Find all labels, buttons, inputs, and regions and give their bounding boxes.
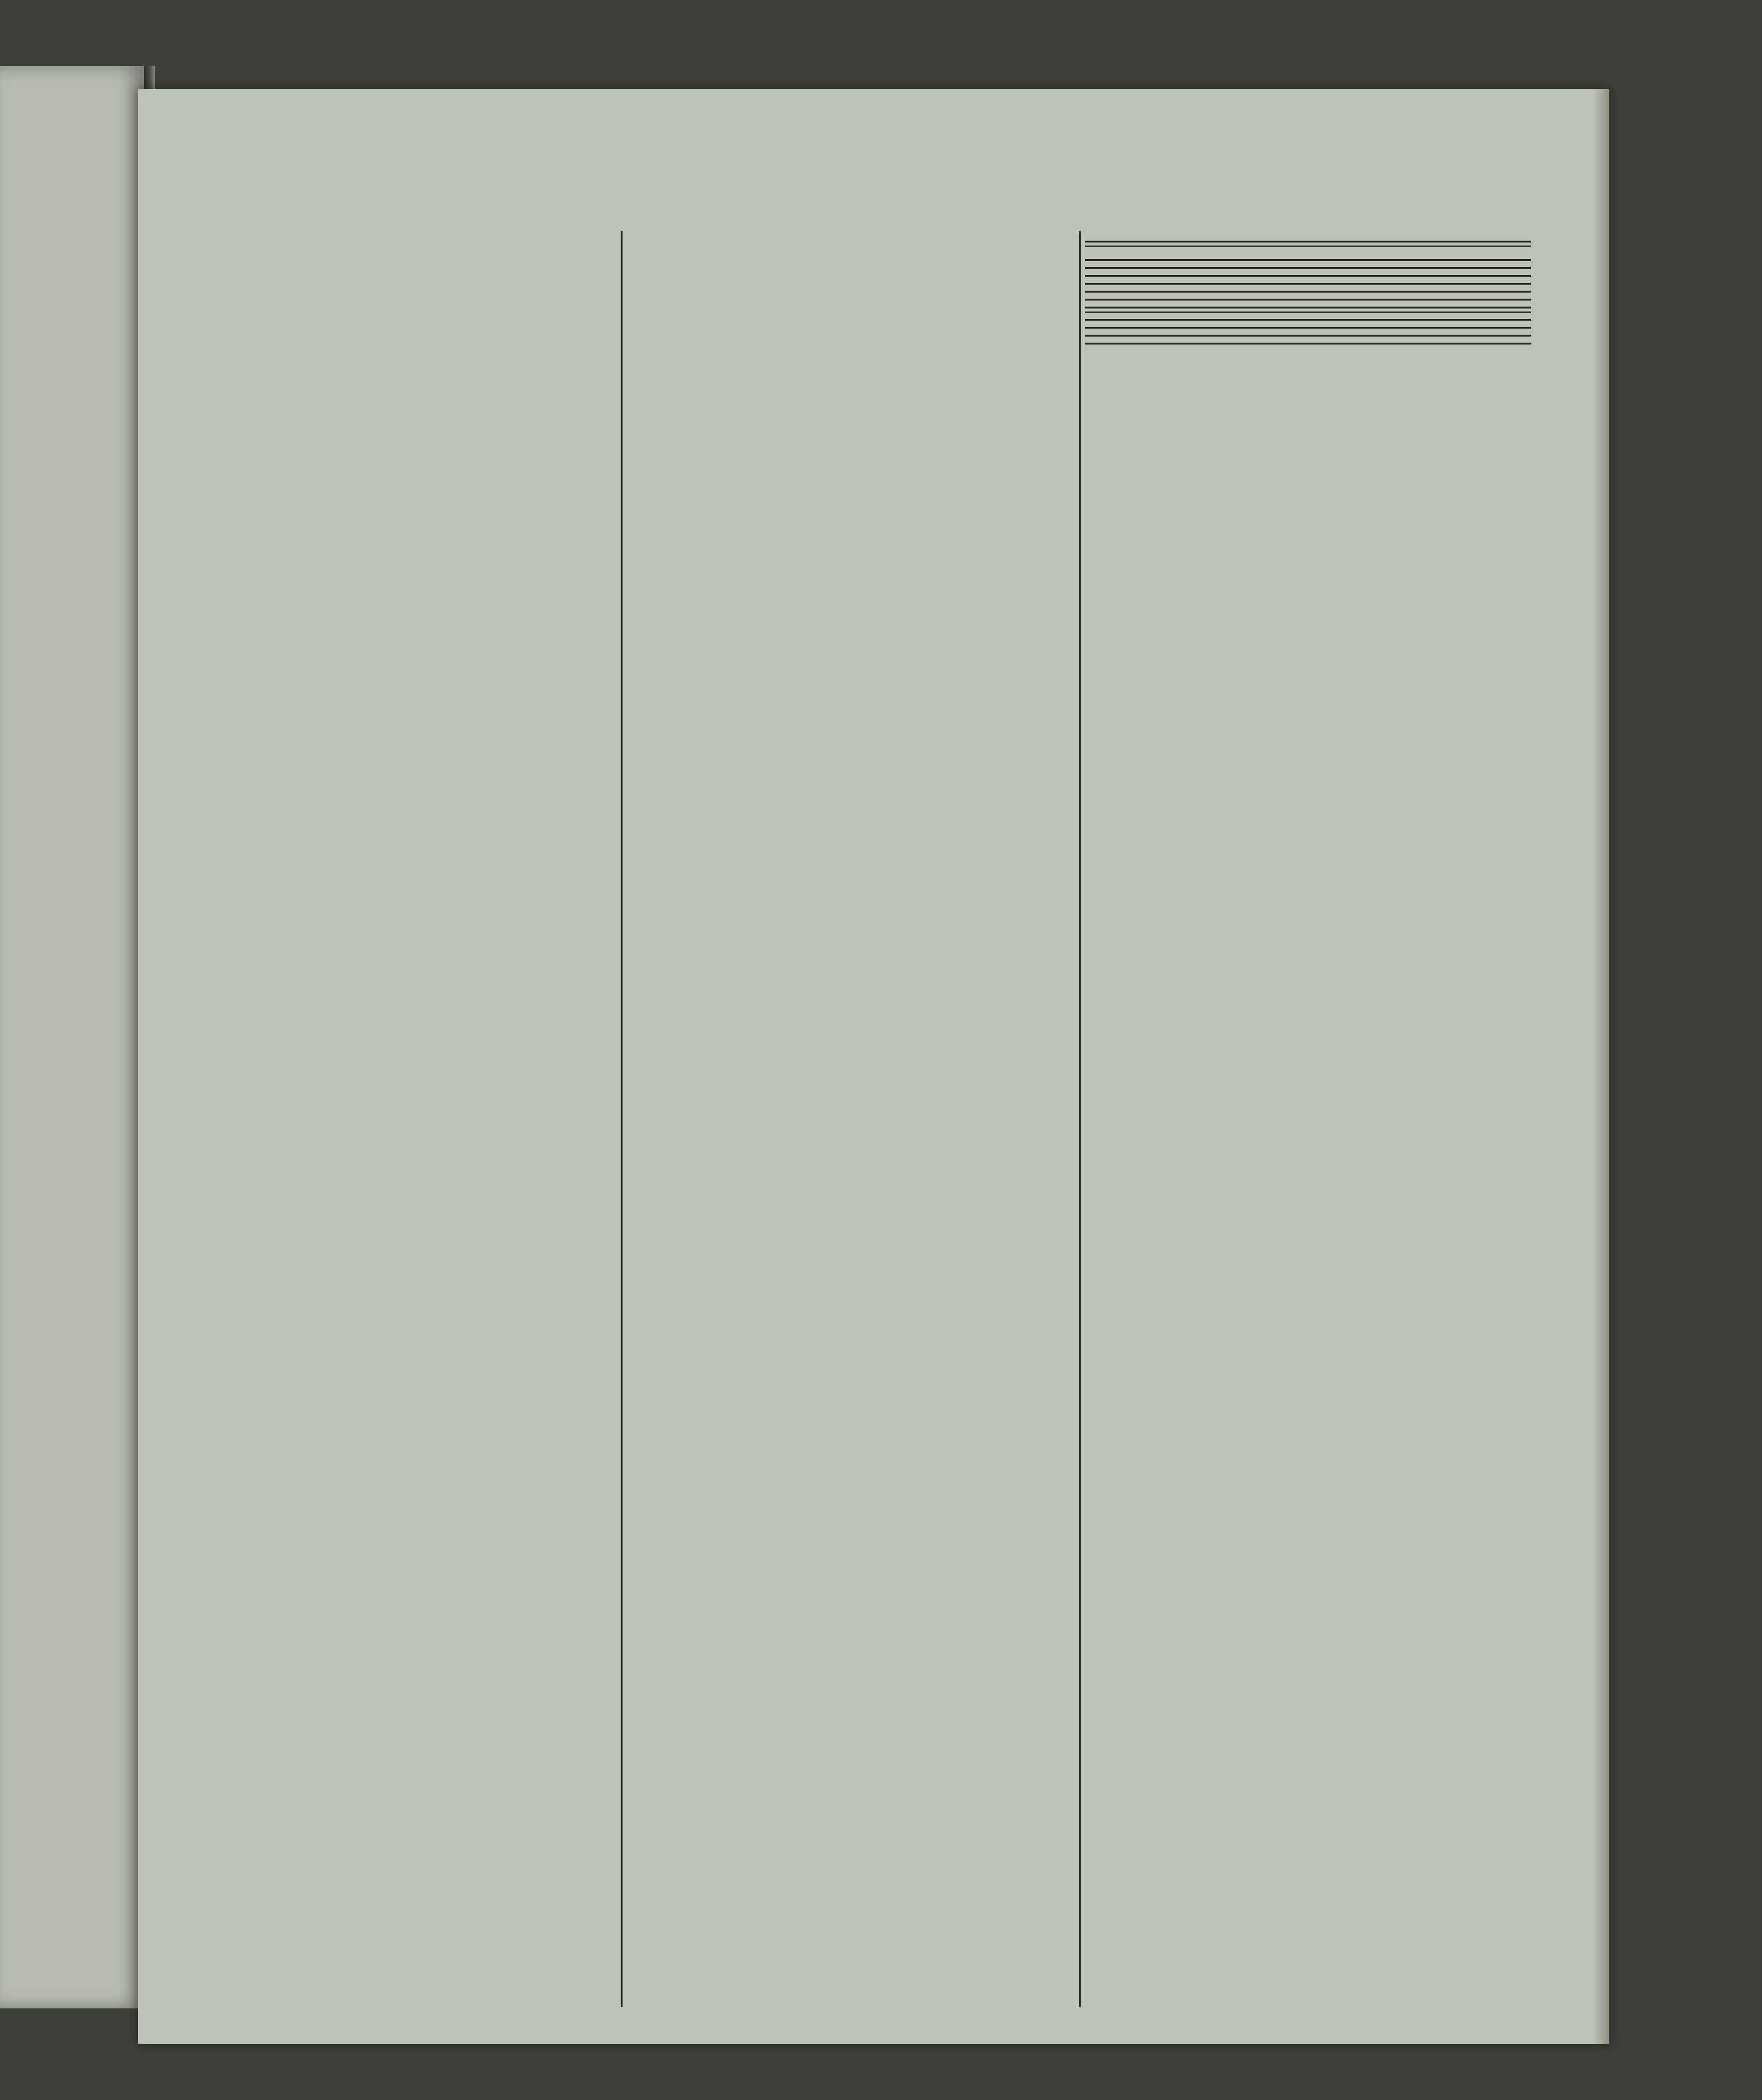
section-rule bbox=[1085, 241, 1531, 247]
ad-rule bbox=[1085, 319, 1531, 321]
ad-rule bbox=[1085, 335, 1531, 337]
ad-rule bbox=[1085, 343, 1531, 345]
left-facing-page bbox=[0, 66, 144, 2008]
ad-rule bbox=[1085, 275, 1531, 277]
ad-rule bbox=[1085, 267, 1531, 269]
column-rule-1 bbox=[621, 231, 623, 2007]
ad-rule bbox=[1085, 283, 1531, 285]
column-rule-2 bbox=[1079, 231, 1081, 2007]
ad-rule bbox=[1085, 299, 1531, 301]
column-3 bbox=[1085, 235, 1531, 2001]
section-rule bbox=[1085, 307, 1531, 313]
ad-rule bbox=[1085, 259, 1531, 261]
ad-rule bbox=[1085, 291, 1531, 293]
newspaper-page bbox=[138, 89, 1609, 2044]
column-1 bbox=[171, 235, 617, 2001]
column-2 bbox=[626, 235, 1072, 2001]
ad-rule bbox=[1085, 327, 1531, 329]
